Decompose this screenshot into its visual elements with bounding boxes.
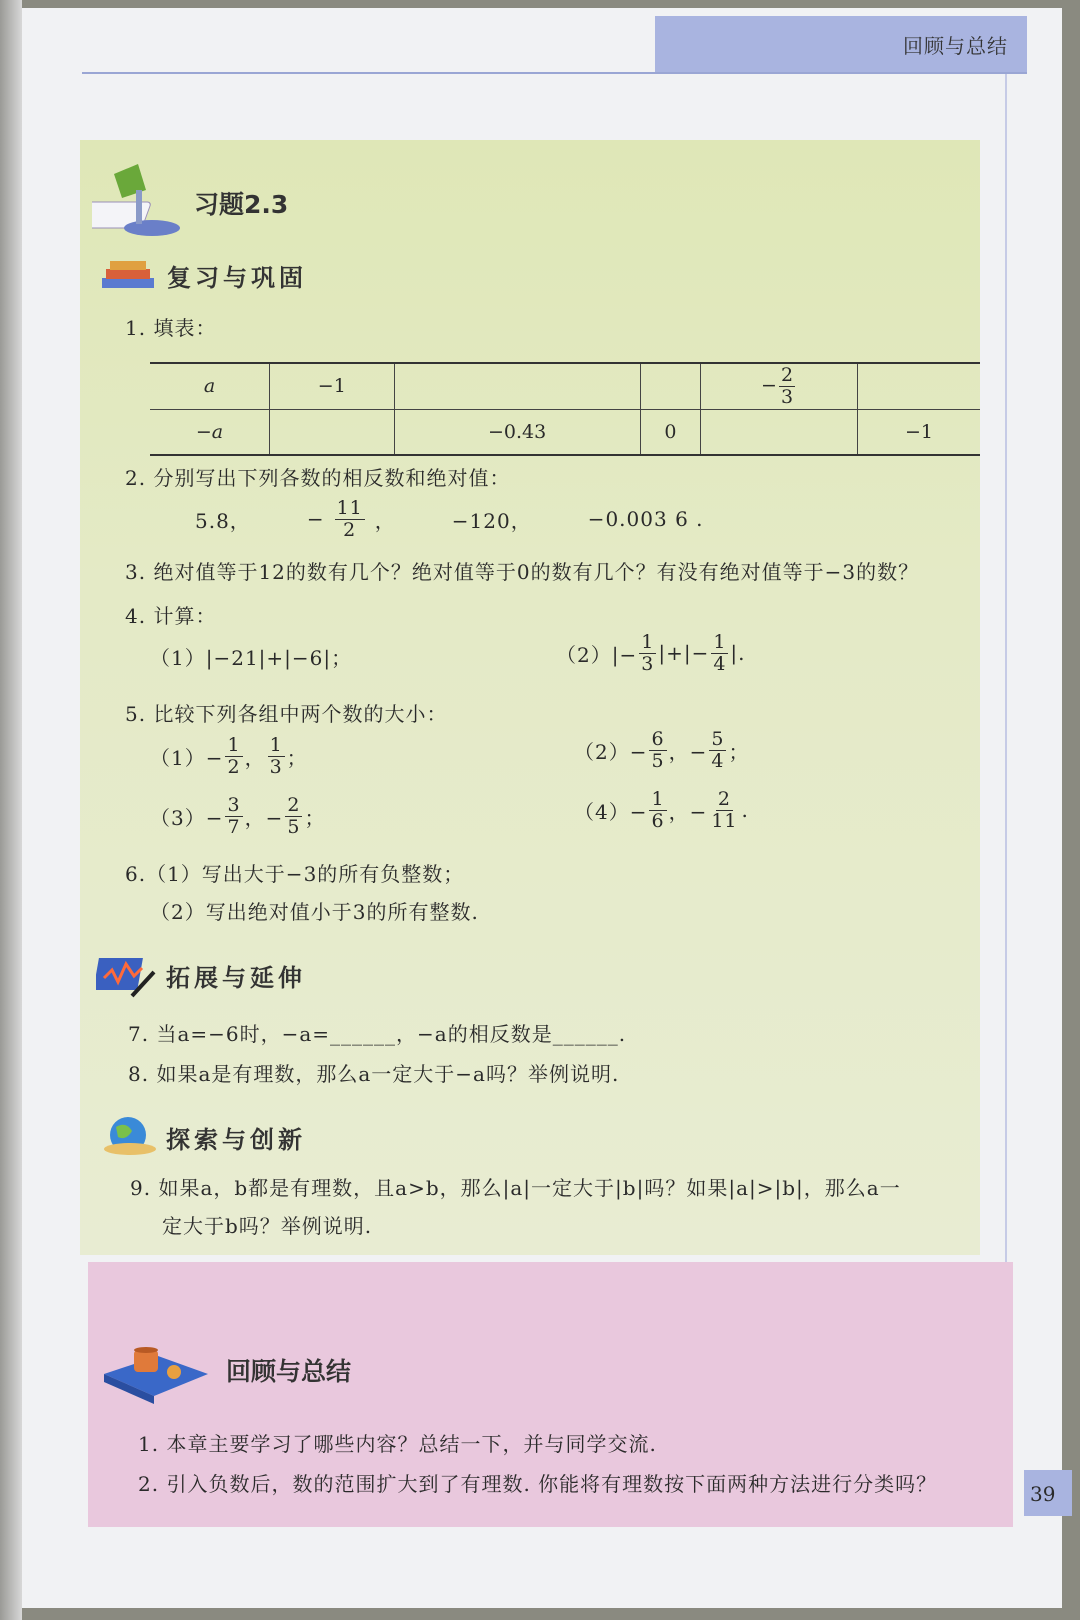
expr-text: . — [741, 798, 749, 823]
table-cell-fraction — [701, 363, 858, 409]
q7-text: 7. 当a=−6时，−a=______，−a的相反数是______. — [128, 1022, 627, 1046]
fraction-denominator: 3 — [269, 755, 283, 778]
book-cup-icon — [100, 1316, 212, 1408]
fraction-denominator: 6 — [651, 809, 665, 832]
expr-text: ； — [286, 745, 308, 770]
fill-table — [150, 362, 980, 456]
q2-text: 2. 分别写出下列各数的相反数和绝对值： — [125, 466, 511, 490]
q2-value: −120， — [451, 508, 532, 533]
fraction — [779, 365, 795, 408]
chart-pen-icon — [96, 952, 158, 1000]
fraction — [268, 735, 285, 778]
header-divider — [82, 72, 1027, 74]
expr-text: ，− — [244, 805, 284, 830]
q6-line2: （2）写出绝对值小于3的所有整数. — [150, 900, 479, 924]
fraction-denominator: 7 — [227, 815, 241, 838]
expr-text: |. — [730, 641, 746, 666]
fraction-numerator: 1 — [227, 734, 241, 756]
fraction-denominator: 2 — [343, 518, 357, 541]
expr-text: （1）− — [150, 745, 224, 770]
fraction-numerator: 5 — [711, 728, 725, 750]
table-cell — [857, 363, 980, 409]
q9-line1: 9. 如果a，b都是有理数，且a>b，那么|a|一定大于|b|吗？如果|a|>|b|，那么a一 — [130, 1176, 901, 1200]
q2-comma: ， — [374, 508, 396, 533]
summary-line1: 1. 本章主要学习了哪些内容？总结一下，并与同学交流. — [138, 1432, 657, 1456]
fraction-denominator: 11 — [711, 809, 738, 832]
fraction — [709, 729, 726, 772]
table-cell — [270, 409, 395, 455]
table-cell — [640, 363, 701, 409]
fraction-numerator: 2 — [717, 788, 731, 810]
minus-sign: − — [761, 374, 777, 397]
fraction-numerator: 1 — [269, 734, 283, 756]
page-number: 39 — [1030, 1482, 1056, 1506]
fraction — [711, 632, 728, 675]
globe-icon — [100, 1113, 160, 1157]
table-row — [150, 409, 980, 455]
q1-text: 1. 填表： — [125, 316, 217, 340]
summary-title: 回顾与总结 — [226, 1357, 352, 1386]
table-cell — [394, 363, 640, 409]
fraction — [285, 795, 302, 838]
section-review-title: 复习与巩固 — [167, 264, 307, 292]
expr-text: （3）− — [150, 805, 224, 830]
expr-text: |+|− — [658, 641, 710, 666]
q6-line1: 6.（1）写出大于−3的所有负整数； — [125, 862, 465, 886]
fraction-numerator: 11 — [336, 497, 363, 519]
q8-text: 8. 如果a是有理数，那么a一定大于−a吗？举例说明. — [128, 1062, 620, 1086]
q4-text: 4. 计算： — [125, 604, 217, 628]
fraction — [335, 498, 365, 541]
table-cell: −a — [150, 409, 270, 455]
expr-text: （2）|− — [556, 642, 638, 667]
q3-text: 3. 绝对值等于12的数有几个？绝对值等于0的数有几个？有没有绝对值等于−3的数？ — [125, 560, 920, 584]
desk-lamp-icon — [92, 162, 184, 240]
fraction-denominator: 3 — [641, 652, 655, 675]
fraction — [225, 795, 242, 838]
q2-value: −0.003 6 . — [587, 507, 704, 532]
q5-part4 — [574, 789, 749, 832]
fraction-denominator: 2 — [227, 755, 241, 778]
expr-text: ； — [304, 805, 326, 830]
table-cell: a — [150, 363, 270, 409]
q5-part3 — [150, 795, 325, 838]
expr-text: ，− — [668, 799, 708, 824]
fraction-numerator: 1 — [641, 631, 655, 653]
table-cell: −0.43 — [394, 409, 640, 455]
header-title: 回顾与总结 — [903, 34, 1008, 58]
table-cell — [701, 409, 858, 455]
summary-line2: 2. 引入负数后，数的范围扩大到了有理数. 你能将有理数按下面两种方法进行分类吗？ — [138, 1472, 938, 1496]
table-cell: −1 — [857, 409, 980, 455]
q2-minus: − — [306, 507, 325, 532]
fraction-numerator: 3 — [227, 794, 241, 816]
fraction-denominator: 3 — [780, 385, 794, 408]
fraction-denominator: 5 — [287, 815, 301, 838]
fraction — [225, 735, 242, 778]
section-explore-title: 探索与创新 — [166, 1126, 306, 1154]
expr-text: ； — [728, 739, 750, 764]
fraction-numerator: 1 — [651, 788, 665, 810]
expr-text: （4）− — [574, 799, 648, 824]
expr-text: （2）− — [574, 739, 648, 764]
q5-part1 — [150, 735, 308, 778]
table-row — [150, 363, 980, 409]
page-edge — [0, 0, 22, 1620]
q5-part2 — [574, 729, 749, 772]
fraction — [649, 789, 666, 832]
q2-value: 5.8， — [195, 508, 251, 533]
fraction-denominator: 5 — [651, 749, 665, 772]
exercise-title: 习题2.3 — [194, 190, 289, 219]
fraction-numerator: 1 — [713, 631, 727, 653]
q2-values — [195, 498, 704, 541]
fraction — [639, 632, 656, 675]
expr-text: ， — [244, 745, 266, 770]
table-cell: −1 — [270, 363, 395, 409]
expr-text: ，− — [668, 739, 708, 764]
fraction — [709, 789, 739, 832]
q4-part1: （1）|−21|+|−6|； — [150, 646, 353, 670]
q4-part2 — [556, 632, 746, 675]
books-icon — [98, 258, 158, 294]
fraction-denominator: 4 — [713, 652, 727, 675]
q9-line2: 定大于b吗？举例说明. — [162, 1214, 373, 1238]
fraction-numerator: 6 — [651, 728, 665, 750]
section-extend-title: 拓展与延伸 — [166, 964, 306, 992]
q5-text: 5. 比较下列各组中两个数的大小： — [125, 702, 448, 726]
fraction-denominator: 4 — [711, 749, 725, 772]
table-cell: 0 — [640, 409, 701, 455]
fraction — [649, 729, 666, 772]
fraction-numerator: 2 — [287, 794, 301, 816]
fraction-numerator: 2 — [780, 364, 794, 386]
